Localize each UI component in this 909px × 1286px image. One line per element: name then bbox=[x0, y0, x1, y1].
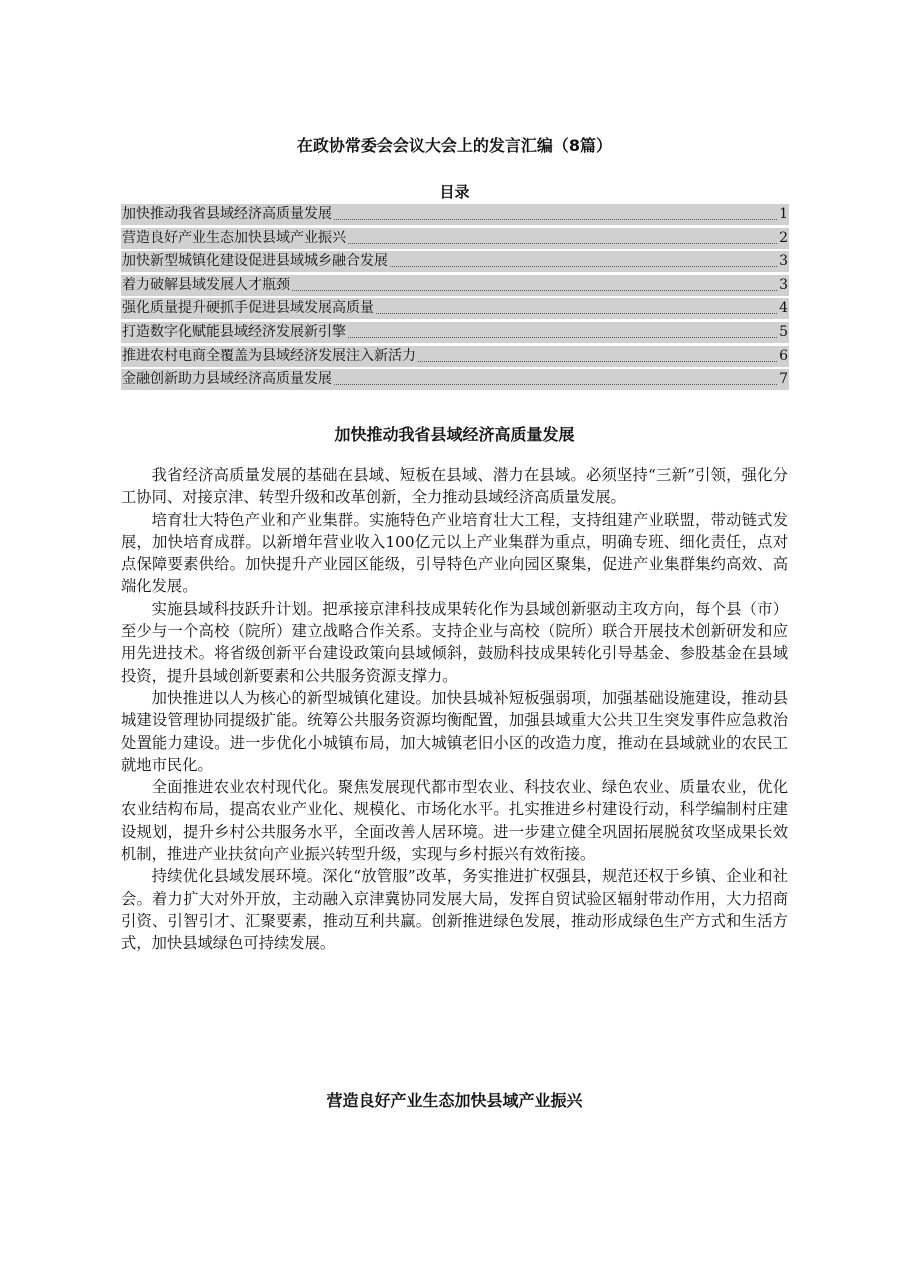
body-paragraph: 实施县域科技跃升计划。把承接京津科技成果转化作为县域创新驱动主攻方向，每个县（市）至少与一个高校（院所）建立战略合作关系。支持企业与高校（院所）联合开展技术创新研发和应用先进技术。将省级创新平台建设政策向县域倾斜，鼓励科技成果转化引导基金、参股基金在县域投资，提升县域创新要素和公共服务资源支撑力。 bbox=[121, 599, 788, 685]
toc-entry-page: 3 bbox=[779, 276, 788, 293]
section-body bbox=[121, 464, 788, 955]
table-of-contents bbox=[121, 204, 789, 393]
toc-entry-page: 1 bbox=[779, 206, 788, 222]
toc-entry[interactable] bbox=[121, 346, 789, 367]
toc-leader-dots bbox=[376, 313, 777, 314]
toc-heading: 目录 bbox=[439, 183, 470, 201]
body-paragraph: 全面推进农业农村现代化。聚焦发展现代都市型农业、科技农业、绿色农业、质量农业，优化农业结构布局，提高农业产业化、规模化、市场化水平。扎实推进乡村建设行动，科学编制村庄建设规划，提升乡村公共服务水平，全面改善人居环境。进一步建立健全巩固拓展脱贫攻坚成果长效机制，推进产业扶贫向产业振兴转型升级，实现与乡村振兴有效衔接。 bbox=[121, 778, 788, 864]
toc-entry-page: 7 bbox=[779, 371, 788, 388]
toc-entry-text: 加快新型城镇化建设促进县域城乡融合发展 bbox=[122, 253, 388, 270]
toc-entry[interactable] bbox=[121, 298, 789, 319]
toc-entry-page: 3 bbox=[779, 253, 788, 270]
body-paragraph: 持续优化县域发展环境。深化“放管服”改革，务实推进扩权强县，规范还权于乡镇、企业和社会。着力扩大对外开放，主动融入京津冀协同发展大局，发挥自贸试验区辐射带动作用，大力招商引资、引智引才、汇聚要素，推动互利共赢。创新推进绿色发展，推动形成绿色生产方式和生活方式，加快县域绿色可持续发展。 bbox=[121, 867, 788, 953]
toc-leader-dots bbox=[348, 337, 777, 338]
toc-entry-text: 打造数字化赋能县域经济发展新引擎 bbox=[122, 323, 346, 340]
toc-entry-page: 6 bbox=[779, 347, 788, 364]
toc-entry-page: 4 bbox=[779, 300, 788, 317]
document-title: 在政协常委会会议大会上的发言汇编（8篇） bbox=[296, 136, 613, 155]
toc-entry[interactable] bbox=[121, 251, 789, 272]
toc-entry[interactable] bbox=[121, 369, 789, 390]
toc-entry-page: 2 bbox=[779, 229, 788, 246]
body-paragraph: 培育壮大特色产业和产业集群。实施特色产业培育壮大工程，支持组建产业联盟，带动链式发展，加快培育成群。以新增年营业收入100亿元以上产业集群为重点，明确专班、细化责任，点对点保障要素供给。加快提升产业园区能级，引导特色产业向园区聚集，促进产业集群集约高效、高端化发展。 bbox=[121, 510, 788, 596]
toc-entry-text: 金融创新助力县域经济高质量发展 bbox=[122, 371, 332, 388]
toc-entry-text: 推进农村电商全覆盖为县域经济发展注入新活力 bbox=[122, 347, 416, 364]
toc-entry[interactable] bbox=[121, 275, 789, 296]
toc-leader-dots bbox=[390, 266, 777, 267]
toc-leader-dots bbox=[334, 219, 777, 220]
section-heading: 营造良好产业生态加快县域产业振兴 bbox=[326, 1091, 583, 1110]
toc-entry[interactable] bbox=[121, 322, 789, 343]
toc-entry-text: 营造良好产业生态加快县域产业振兴 bbox=[122, 229, 346, 246]
toc-entry[interactable] bbox=[121, 228, 789, 249]
toc-entry-text: 加快推动我省县域经济高质量发展 bbox=[122, 206, 332, 222]
section-heading: 加快推动我省县域经济高质量发展 bbox=[334, 425, 575, 444]
toc-entry[interactable] bbox=[121, 204, 789, 225]
toc-leader-dots bbox=[418, 361, 777, 362]
toc-entry-text: 强化质量提升硬抓手促进县域发展高质量 bbox=[122, 300, 374, 317]
body-paragraph: 我省经济高质量发展的基础在县域、短板在县域、潜力在县域。必须坚持“三新”引领，强化分工协同、对接京津、转型升级和改革创新，全力推动县域经济高质量发展。 bbox=[121, 466, 788, 507]
toc-leader-dots bbox=[348, 243, 777, 244]
toc-leader-dots bbox=[334, 384, 777, 385]
toc-entry-text: 着力破解县域发展人才瓶颈 bbox=[122, 276, 290, 293]
body-paragraph: 加快推进以人为核心的新型城镇化建设。加快县城补短板强弱项，加强基础设施建设，推动县城建设管理协同提级扩能。统筹公共服务资源均衡配置，加强县域重大公共卫生突发事件应急救治处置能力建设。进一步优化小城镇布局，加大城镇老旧小区的改造力度，推动在县域就业的农民工就地市民化。 bbox=[121, 688, 788, 774]
toc-entry-page: 5 bbox=[779, 323, 788, 340]
toc-leader-dots bbox=[292, 290, 777, 291]
